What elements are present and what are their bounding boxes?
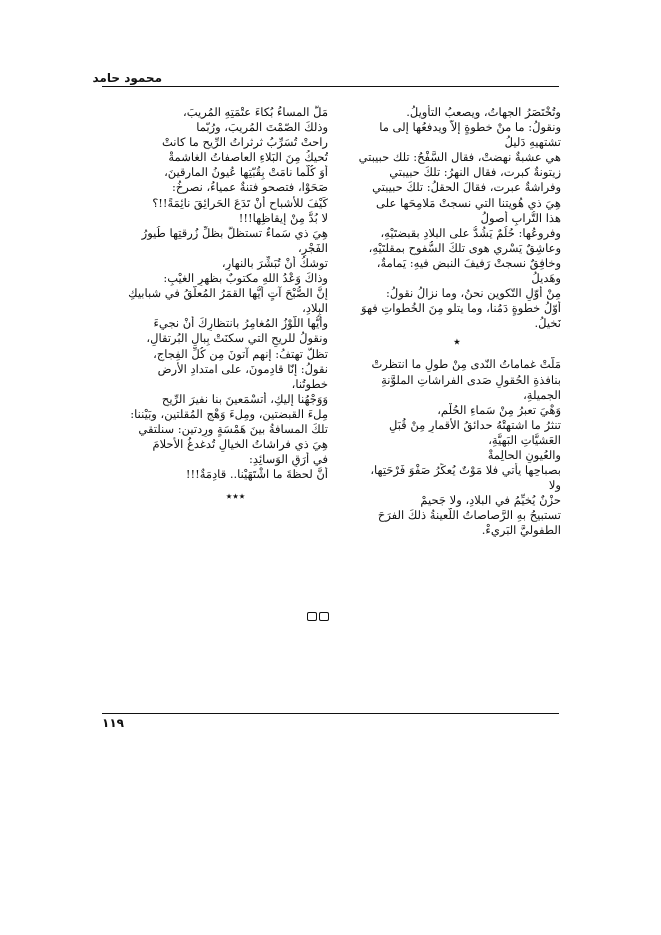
- poem-line: هِيَ ذي فراشاتُ الخيالِ تُدغدغُ الأحلامَ: [152, 437, 328, 452]
- poem-line: تلكَ المسافةُ بينَ هَمْسَةٍ ورِدتينِ: سنلتقي: [138, 421, 328, 436]
- poem-line: في أرَقِ الوَسائِدِ:: [249, 452, 328, 467]
- poem-line: وذاكَ وَعْدُ اللهِ مكتوبٌ بظهرِ الغيْبِ:: [163, 271, 328, 286]
- poem-stanza-3: [103, 105, 328, 482]
- poem-line: مِلءَ القبضتينِ، ومِلءَ وَهْجِ المُقلتينِ، وبَيْننا:: [130, 406, 328, 421]
- poem-line: بصباحِها يأتي فلا مَوْتٌ يُعكِّرُ صَفْوَ فَرْحَتِها،: [370, 463, 561, 478]
- end-square-icon: [307, 612, 317, 621]
- poem-line: الجميلةِ،: [523, 387, 561, 402]
- poem-line: وخافِقٌ نسجتْ رَفيفَ النبضِ فيهِ: يَمامةٌ،: [376, 255, 561, 270]
- section-asterisk: ٭: [453, 334, 461, 351]
- end-mark: [307, 612, 329, 621]
- poem-line: صَحَوْا، فتصحو فتنةٌ عمياءُ، نصرخُ:: [172, 180, 328, 195]
- poem-line: راحتْ تُسَرِّبُ ثرثراتُ الرِّيحِ ما كانتْ: [162, 135, 328, 150]
- footer-rule: [102, 713, 559, 714]
- end-square-icon: [319, 612, 329, 621]
- poem-line: زيتونةٌ كبرت، فقال النهرُ: تلكَ حبيبتي: [389, 165, 561, 180]
- poem-line: نقولُ: إنّا قادِمونَ، على امتدادِ الأرضِ: [157, 361, 328, 376]
- poem-line: وعاشِقٌ يَسْري هوى تلكَ السُّفوحِ بمقلتَيْهِ،: [368, 240, 561, 255]
- poem-line: مِنْ أوّلِ التّكوينِ نحنُ، وما نزالُ نقولُ:: [386, 286, 561, 301]
- poem-line: البِلادِ،: [302, 301, 328, 316]
- poem-line: الطفوليَّ البَريءْ.: [481, 523, 561, 538]
- poem-line: ونقولُ: ما منْ خطوةٍ إلاّ ويدفعُها إلى ما: [379, 120, 561, 135]
- poem-line: العَشيَّاتِ البَهيَّةِ،: [488, 432, 561, 447]
- poem-line: تُحيكُ مِنَ البَلاءِ العاصفاتُ الغاشمةْ: [168, 150, 328, 165]
- poem-line: مَلَّ المساءُ بُكاءَ عتْمَتِهِ المُريبَ،: [183, 105, 328, 119]
- poem-line: أَوَ كُلّما نامَتْ بِقُبّتِها عُيونُ المارقينَ،: [164, 165, 328, 180]
- poem-line: هذا التُّرابِ أصولُ: [480, 210, 561, 225]
- poem-line: هِيَ ذي سَماءٌ تستظلُّ بظلِّ زُرقتِها طُيورُ: [141, 225, 328, 240]
- header-rule: [102, 86, 559, 87]
- closing-stars: ٭٭٭: [225, 489, 246, 504]
- poem-line: تظلُّ تهتفُ: إنهم آتونَ مِن كُلِّ الفِجاجِ،: [153, 346, 328, 361]
- poem-line: تنثرُ ما اشتهتْهُ حدائقُ الأقمارِ مِنْ قُبَلِ: [388, 417, 561, 432]
- poem-line: وذلكَ الصّمْتَ المُريبَ، ورُبّما: [196, 120, 328, 135]
- poem-line: وَوَجْهُنا إليكِ، أتسْمَعينَ بنا نفيرَ الرِّيحِ: [161, 391, 328, 406]
- poem-line: حزْنٌ يُخيِّمُ في البلادِ، ولا جَحيمْ: [420, 493, 561, 508]
- poem-line: تشتهيهِ دَليلُ: [504, 135, 561, 150]
- poem-column-right: [353, 105, 561, 539]
- poem-line: تستبيحُ بهِ الرَّصاصاتُ اللّعينةُ ذلكَ الفرَحَ: [377, 508, 561, 523]
- page-number: ١١٩: [102, 716, 124, 730]
- running-header-author: محمود حامد: [92, 71, 162, 85]
- poem-line: الفَجْرِ،: [298, 240, 328, 255]
- poem-line: وتُخْتَصَرُ الجهاتُ، ويصعبُ التأويلُ.: [406, 105, 561, 119]
- poem-line: ونقولُ للريحِ التي سكنَتْ بِبالِ البُرتقالِ،: [146, 331, 328, 346]
- poem-line: وهَديلُ: [531, 271, 561, 286]
- poem-line: توشكُ أنْ تُبَشِّرَ بالنهارِ،: [221, 255, 328, 270]
- poem-line: بنافذةِ الحُقولِ صَدى الفراشاتِ الملوَّنةِ: [381, 372, 561, 387]
- poem-stanza-1: [353, 105, 561, 331]
- poem-line: كَيْفَ للأشباحِ أنْ تَدَعَ الحَرائِقَ نائِمَةً!!؟: [152, 195, 328, 210]
- poem-line: أنَّ لحظةَ ما اشْتَهَيْنا.. قادِمَةٌ!!!: [185, 467, 328, 482]
- poem-line: نَخيلُ.: [534, 316, 561, 331]
- poem-line: وفروعُها: حُلُمٌ يَشُدُّ على البلادِ بقبضتَيْهِ،: [380, 225, 561, 240]
- poem-line: هي عشبةٌ نهضتْ، فقال السَّفْحُ: تلك حبيبتي: [358, 150, 561, 165]
- poem-line: أوّلُ خطوةٍ دَمُنا، وما يتلو مِنَ الخُطواتِ فهوَ: [361, 301, 561, 316]
- poem-line: إنَّ الصُّبْحَ آتٍ أيُّها القمَرُ المُعلّقُ في شبابيكِ: [128, 286, 328, 301]
- poem-line: ولا: [548, 478, 561, 493]
- poem-line: وفراشةٌ عبرت، فقالَ الحقلُ: تلكَ حبيبتي: [372, 180, 561, 195]
- poem-line: وَهْيَ تعبرُ مِنْ سَماءِ الحُلْمِ،: [437, 402, 561, 417]
- poem-line: لا بُدَّ مِنْ إيقاظِها!!!: [238, 210, 328, 225]
- poem-stanza-2: [353, 357, 561, 538]
- poem-line: مَلَّتْ غماماتُ النّدى مِنْ طولِ ما انتظرتْ: [371, 357, 561, 372]
- poem-line: هِيَ ذي هُويتنا التي نسجتْ مَلامِحَها على: [376, 195, 561, 210]
- poem-line: خطوتُنا،: [291, 376, 328, 391]
- poem-line: والعُيونِ الحالِمةْ: [487, 447, 561, 462]
- poem-line: وأيُّها اللّوْزُ المُغامِرُ بانتظارِكَ أنْ نجيءَ: [153, 316, 328, 331]
- poem-column-left: [103, 105, 328, 504]
